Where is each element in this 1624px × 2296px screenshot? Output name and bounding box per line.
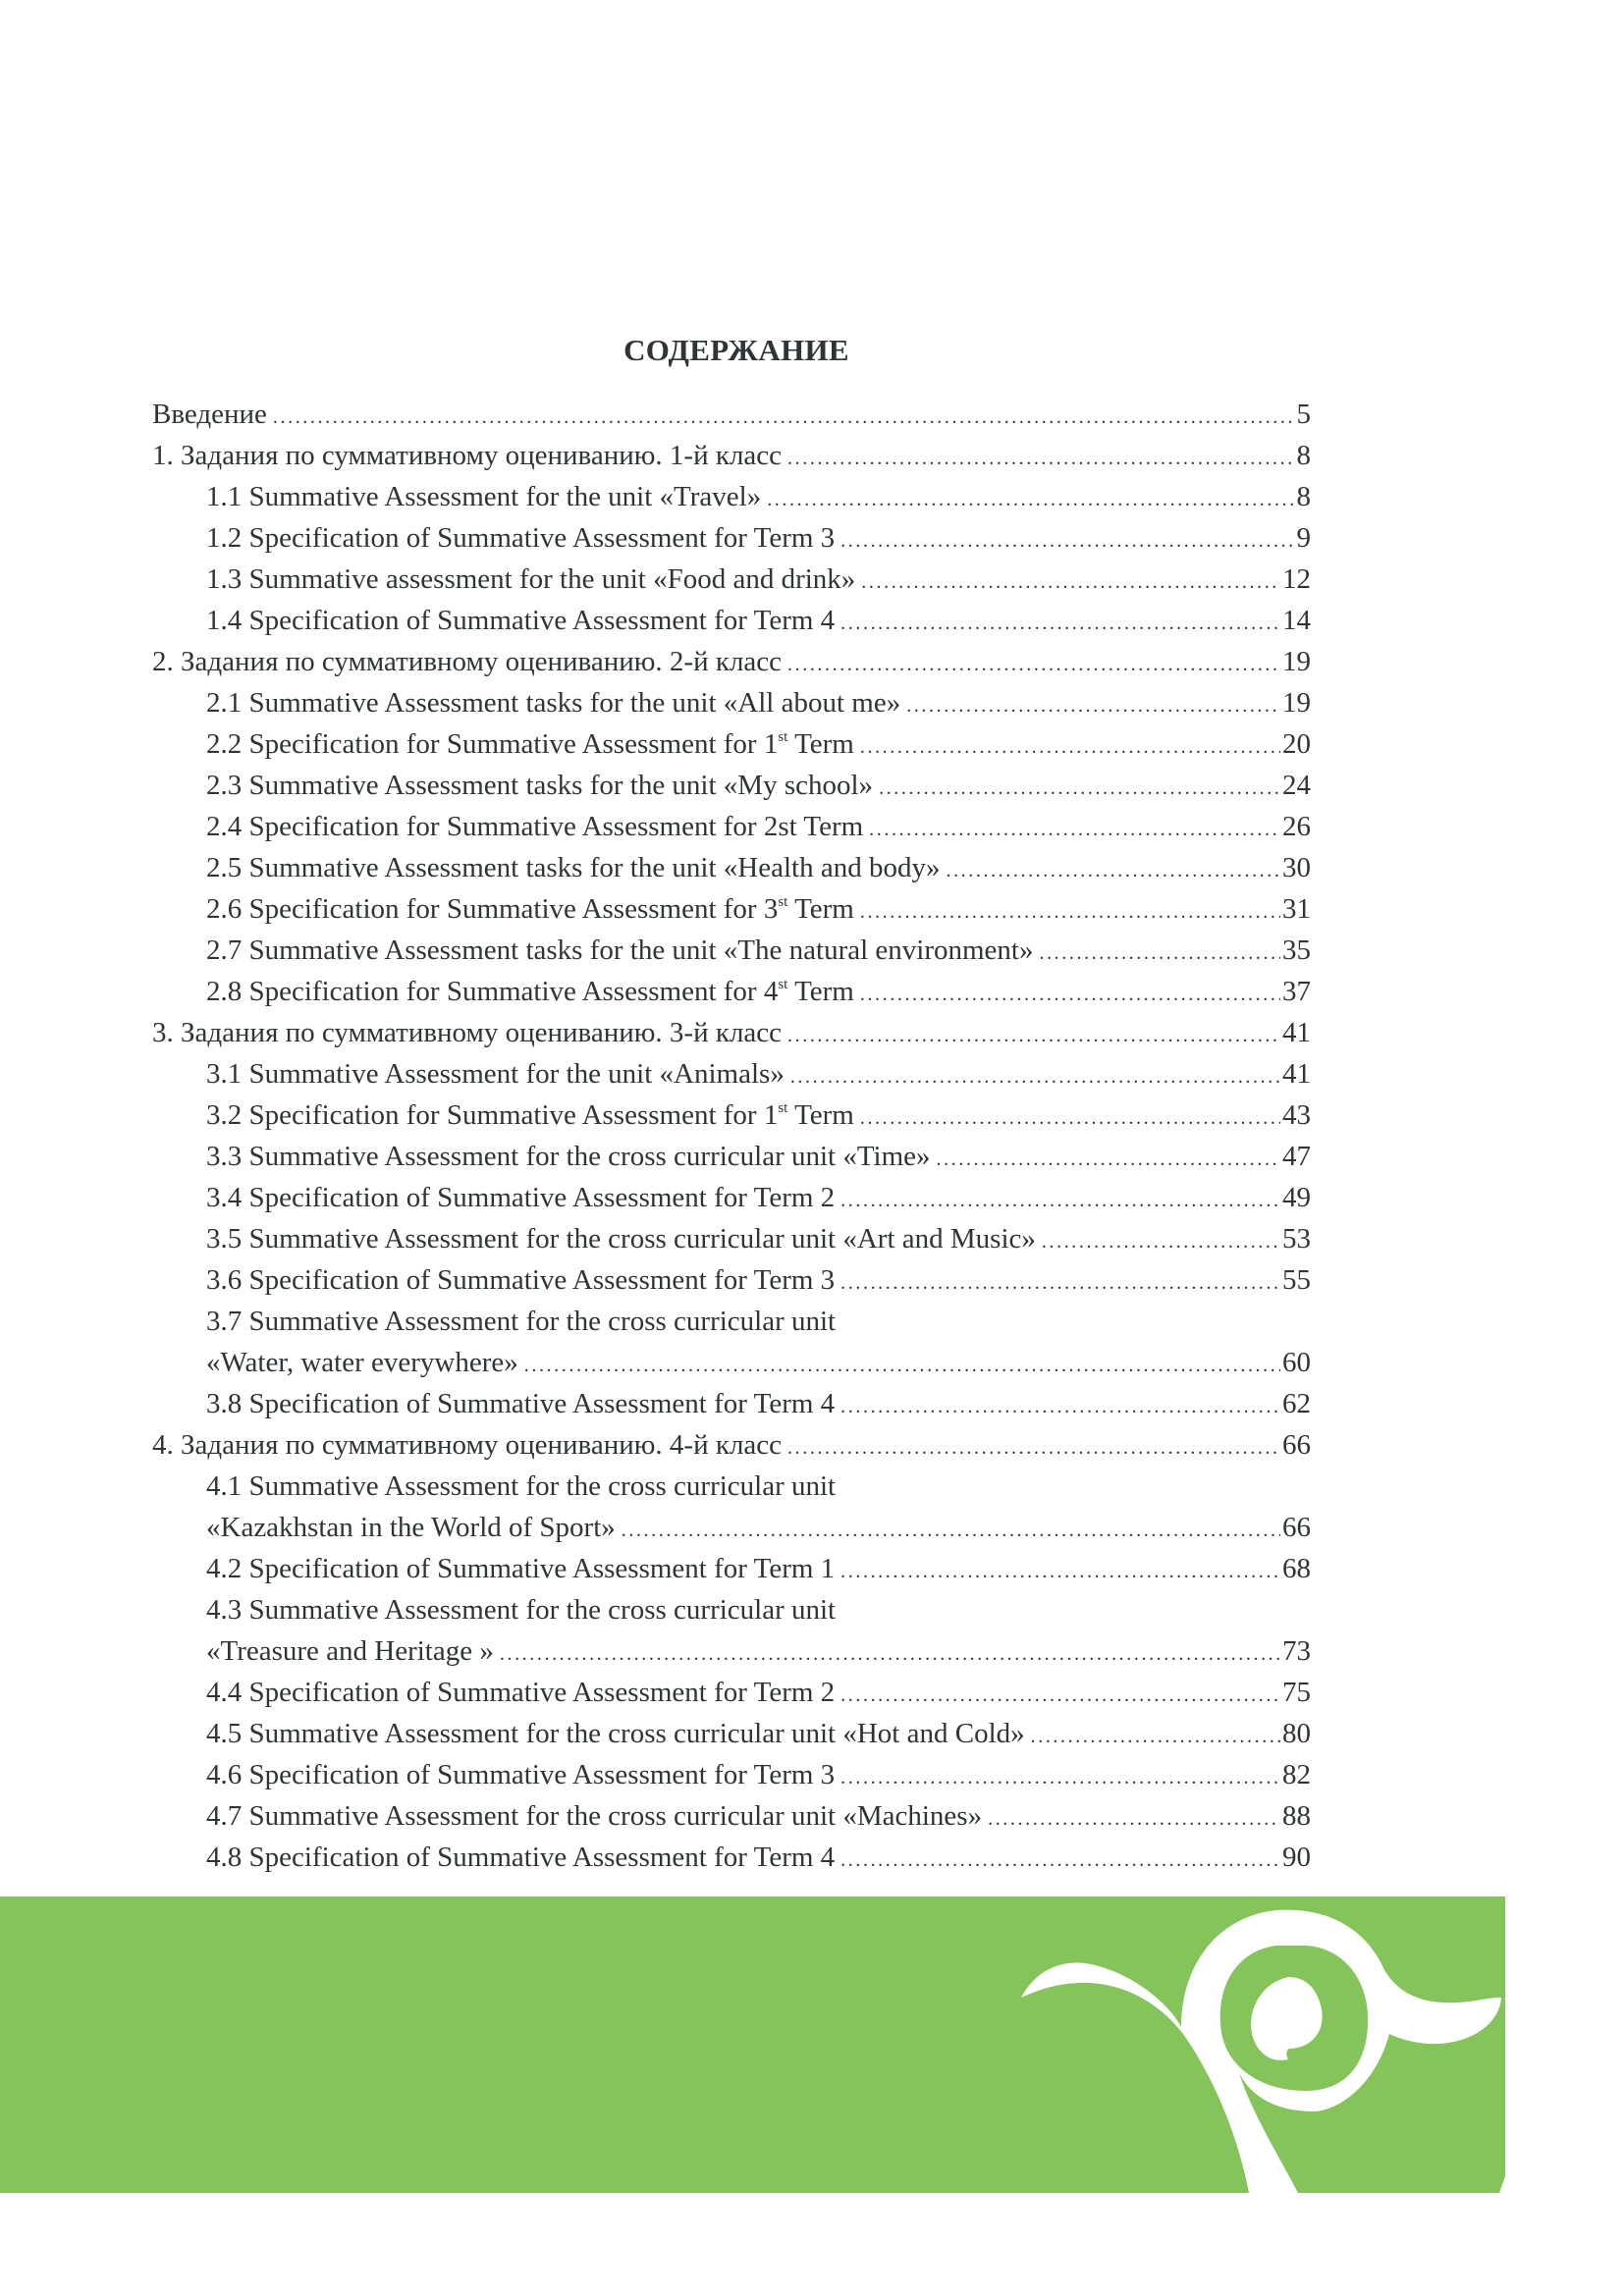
toc-entry-title-tail: Term	[787, 893, 854, 925]
toc-page-number: 53	[1282, 1223, 1311, 1255]
dot-leader	[860, 974, 1280, 1015]
dot-leader	[787, 1427, 1280, 1468]
toc-entry-title	[206, 600, 835, 641]
toc-entry-title	[206, 1795, 982, 1837]
toc-entry[interactable]	[152, 476, 1311, 517]
toc-entry-title-text: 4.1 Summative Assessment for the cross curricular unit	[206, 1470, 837, 1502]
toc-entry[interactable]	[152, 1053, 1311, 1095]
toc-entry[interactable]	[152, 765, 1311, 806]
dot-leader	[787, 644, 1280, 685]
dot-leader	[790, 1056, 1280, 1097]
dot-leader	[840, 1675, 1280, 1716]
dot-leader	[840, 1386, 1280, 1427]
toc-entry-title	[152, 1424, 782, 1466]
toc-entry[interactable]	[152, 1301, 1311, 1342]
toc-entry[interactable]	[152, 1754, 1311, 1795]
toc-entry[interactable]	[152, 1424, 1311, 1466]
dot-leader	[937, 1139, 1280, 1180]
toc-page-number: 24	[1282, 770, 1311, 801]
toc-entry[interactable]	[152, 682, 1311, 723]
toc-page-number: 55	[1282, 1264, 1311, 1296]
toc-entry[interactable]	[152, 435, 1311, 476]
dot-leader	[946, 850, 1280, 891]
toc-entry-title-text: 1.3 Summative assessment for the unit «Food and drink»	[206, 563, 856, 595]
toc-entry-title	[206, 1383, 835, 1424]
toc-entry-title	[206, 765, 873, 806]
toc-entry-title	[206, 476, 761, 517]
toc-entry[interactable]	[152, 1589, 1311, 1630]
toc-entry-title-text: 3. Задания по суммативному оцениванию. 3-й класс	[152, 1017, 783, 1048]
toc-page-number: 19	[1282, 687, 1311, 719]
toc-page-number: 80	[1282, 1718, 1311, 1749]
toc-page-number: 5	[1296, 399, 1311, 430]
toc-entry[interactable]	[152, 888, 1311, 930]
toc-page-number: 66	[1282, 1429, 1311, 1461]
dot-leader	[861, 561, 1280, 603]
dot-leader	[840, 1180, 1280, 1221]
toc-entry-title-text: 2.1 Summative Assessment tasks for the unit «All about me»	[206, 687, 901, 719]
toc-page-number: 75	[1282, 1677, 1311, 1708]
toc-page-number: 90	[1282, 1842, 1311, 1873]
toc-entry-title	[206, 1466, 836, 1507]
toc-entry-title	[152, 641, 782, 682]
toc-entry-title-text: 4.3 Summative Assessment for the cross curricular unit	[206, 1594, 837, 1626]
dot-leader	[840, 1262, 1280, 1304]
toc-entry-title	[206, 971, 854, 1012]
toc-entry-title-continued: «Treasure and Heritage »	[206, 1635, 494, 1667]
toc-entry-title	[206, 806, 863, 847]
ordinal-suffix: st	[778, 1100, 788, 1116]
toc-entry[interactable]	[152, 1136, 1311, 1177]
toc-page-number: 12	[1282, 563, 1311, 595]
toc-page-number: 66	[1282, 1512, 1311, 1543]
dot-leader	[787, 438, 1294, 479]
toc-entry[interactable]	[152, 600, 1311, 641]
toc-entry-title	[206, 1053, 785, 1095]
toc-page-number: 35	[1282, 934, 1311, 966]
decorative-green-band	[0, 1896, 1624, 2193]
dot-leader	[840, 1757, 1280, 1798]
toc-entry-title	[206, 847, 940, 888]
toc-entry[interactable]	[152, 1218, 1311, 1259]
toc-entry[interactable]	[152, 1259, 1311, 1301]
toc-entry-title-text: 2.3 Summative Assessment tasks for the unit «My school»	[206, 770, 874, 801]
toc-page-number: 26	[1282, 811, 1311, 842]
toc-entry-title-text: 1.1 Summative Assessment for the unit «Travel»	[206, 481, 762, 512]
dot-leader	[524, 1345, 1280, 1386]
toc-entry-title-text: 1.2 Specification of Summative Assessment for Term 3	[206, 522, 836, 554]
toc-entry-title-text: 2.5 Summative Assessment tasks for the unit «Health and body»	[206, 852, 941, 883]
page-title: СОДЕРЖАНИЕ	[623, 332, 849, 367]
dot-leader	[273, 397, 1295, 438]
toc-entry-title-text: 3.7 Summative Assessment for the cross curricular unit	[206, 1306, 837, 1337]
table-of-contents	[152, 394, 1311, 1878]
toc-entry[interactable]	[152, 1672, 1311, 1713]
toc-entry-title	[206, 930, 1033, 971]
toc-entry-title	[206, 1301, 836, 1342]
toc-page-number: 14	[1282, 605, 1311, 636]
dot-leader	[1039, 933, 1280, 974]
toc-page-number: 30	[1282, 852, 1311, 883]
toc-entry[interactable]	[152, 1795, 1311, 1837]
toc-entry-title	[152, 1012, 782, 1053]
toc-entry-title	[206, 1713, 1025, 1754]
toc-entry-continuation[interactable]	[152, 1342, 1311, 1383]
toc-entry-title	[206, 559, 855, 600]
dot-leader	[840, 520, 1294, 561]
dot-leader	[622, 1510, 1280, 1551]
toc-entry-title-continued: «Water, water everywhere»	[206, 1347, 518, 1378]
toc-entry-title-text: 4.8 Specification of Summative Assessment for Term 4	[206, 1842, 836, 1873]
toc-page-number: 88	[1282, 1800, 1311, 1832]
toc-entry[interactable]	[152, 1383, 1311, 1424]
toc-entry[interactable]	[152, 394, 1311, 435]
toc-entry-title-tail: Term	[787, 1099, 854, 1131]
toc-page-number: 19	[1282, 646, 1311, 677]
dot-leader	[840, 1551, 1280, 1592]
toc-entry[interactable]	[152, 723, 1311, 765]
toc-entry-title-text: 3.4 Specification of Summative Assessment for Term 2	[206, 1182, 836, 1213]
toc-page-number: 73	[1282, 1635, 1311, 1667]
toc-entry[interactable]	[152, 806, 1311, 847]
toc-entry-title-text: 3.2 Specification for Summative Assessment for 1	[206, 1099, 779, 1131]
toc-entry[interactable]	[152, 1012, 1311, 1053]
toc-entry[interactable]	[152, 1837, 1311, 1878]
toc-entry-title-text: 1.4 Specification of Summative Assessment for Term 4	[206, 605, 836, 636]
ordinal-suffix: st	[778, 729, 788, 745]
toc-entry-title	[206, 1259, 835, 1301]
toc-entry-title-text: 2.8 Specification for Summative Assessment for 4	[206, 976, 779, 1007]
toc-entry-title-text: 3.1 Summative Assessment for the unit «Animals»	[206, 1058, 785, 1090]
toc-entry-title-text: 4.7 Summative Assessment for the cross curricular unit «Machines»	[206, 1800, 983, 1832]
toc-entry[interactable]	[152, 559, 1311, 600]
toc-entry-title	[152, 435, 782, 476]
toc-entry-title	[206, 1548, 835, 1589]
toc-entry-title-continued: «Kazakhstan in the World of Sport»	[206, 1512, 616, 1543]
toc-page-number: 41	[1282, 1017, 1311, 1048]
toc-entry-title-text: 1. Задания по суммативному оцениванию. 1-й класс	[152, 440, 783, 471]
toc-entry-title-text: 3.3 Summative Assessment for the cross curricular unit «Time»	[206, 1141, 931, 1172]
dot-leader	[840, 603, 1280, 644]
dot-leader	[906, 685, 1280, 726]
dot-leader	[1031, 1716, 1280, 1757]
toc-page-number: 49	[1282, 1182, 1311, 1213]
toc-page-number: 8	[1296, 481, 1311, 512]
toc-entry-title-text: Введение	[152, 399, 267, 430]
dot-leader	[500, 1633, 1280, 1675]
toc-entry[interactable]	[152, 1713, 1311, 1754]
toc-entry-title-text: 4. Задания по суммативному оцениванию. 4-й класс	[152, 1429, 783, 1461]
toc-entry-title	[206, 1218, 1036, 1259]
toc-page-number: 47	[1282, 1141, 1311, 1172]
toc-entry-continuation[interactable]	[152, 1630, 1311, 1672]
toc-entry-title	[206, 1672, 835, 1713]
dot-leader	[787, 1015, 1280, 1056]
dot-leader	[767, 479, 1294, 520]
toc-entry-title	[206, 723, 854, 765]
dot-leader	[1042, 1221, 1280, 1262]
toc-entry-title	[206, 517, 835, 559]
toc-entry-title-text: 3.5 Summative Assessment for the cross curricular unit «Art and Music»	[206, 1223, 1036, 1255]
toc-entry[interactable]	[152, 517, 1311, 559]
toc-entry[interactable]	[152, 971, 1311, 1012]
toc-page-number: 31	[1282, 893, 1311, 925]
toc-entry-title-text: 2.7 Summative Assessment tasks for the unit «The natural environment»	[206, 934, 1034, 966]
toc-entry-title-text: 4.5 Summative Assessment for the cross curricular unit «Hot and Cold»	[206, 1718, 1025, 1749]
toc-page-number: 43	[1282, 1099, 1311, 1131]
dot-leader	[840, 1840, 1280, 1881]
toc-entry-title	[206, 1136, 931, 1177]
toc-page-number: 37	[1282, 976, 1311, 1007]
toc-entry-title	[206, 1754, 835, 1795]
toc-entry-title	[206, 1589, 836, 1630]
toc-entry-title-text: 4.4 Specification of Summative Assessment for Term 2	[206, 1677, 836, 1708]
toc-entry-continuation[interactable]	[152, 1507, 1311, 1548]
toc-page-number: 9	[1296, 522, 1311, 554]
toc-entry[interactable]	[152, 1548, 1311, 1589]
dot-leader	[860, 891, 1280, 933]
toc-entry-title-tail: Term	[787, 976, 854, 1007]
dot-leader	[860, 726, 1280, 768]
toc-entry-title-tail: Term	[787, 728, 854, 760]
toc-page-number: 8	[1296, 440, 1311, 471]
toc-entry[interactable]	[152, 1095, 1311, 1136]
toc-entry[interactable]	[152, 930, 1311, 971]
toc-entry[interactable]	[152, 1177, 1311, 1218]
dot-leader	[988, 1798, 1280, 1840]
toc-entry-title-text: 2.4 Specification for Summative Assessment for 2st Term	[206, 811, 864, 842]
ordinal-suffix: st	[778, 977, 788, 992]
toc-entry-title-text: 2. Задания по суммативному оцениванию. 2-й класс	[152, 646, 783, 677]
toc-entry-title-text: 2.6 Specification for Summative Assessment for 3	[206, 893, 779, 925]
toc-entry-title	[206, 1095, 854, 1136]
toc-entry-title-text: 3.6 Specification of Summative Assessment for Term 3	[206, 1264, 836, 1296]
toc-page-number: 60	[1282, 1347, 1311, 1378]
ordinal-suffix: st	[778, 894, 788, 910]
toc-entry[interactable]	[152, 847, 1311, 888]
toc-entry-title-text: 2.2 Specification for Summative Assessment for 1	[206, 728, 779, 760]
toc-entry-title-text: 4.6 Specification of Summative Assessment for Term 3	[206, 1759, 836, 1790]
toc-entry-title	[206, 888, 854, 930]
toc-entry[interactable]	[152, 641, 1311, 682]
toc-entry-title-text: 3.8 Specification of Summative Assessment for Term 4	[206, 1388, 836, 1419]
toc-page-number: 68	[1282, 1553, 1311, 1584]
toc-page-number: 62	[1282, 1388, 1311, 1419]
toc-entry-title	[206, 1837, 835, 1878]
dot-leader	[860, 1097, 1280, 1139]
toc-entry-title	[152, 394, 267, 435]
toc-entry[interactable]	[152, 1466, 1311, 1507]
toc-page-number: 41	[1282, 1058, 1311, 1090]
dot-leader	[879, 768, 1280, 809]
toc-entry-title	[206, 1177, 835, 1218]
toc-entry-title-text: 4.2 Specification of Summative Assessment for Term 1	[206, 1553, 836, 1584]
toc-entry-title	[206, 682, 900, 723]
toc-page-number: 20	[1282, 728, 1311, 760]
toc-page-number: 82	[1282, 1759, 1311, 1790]
dot-leader	[869, 809, 1280, 850]
